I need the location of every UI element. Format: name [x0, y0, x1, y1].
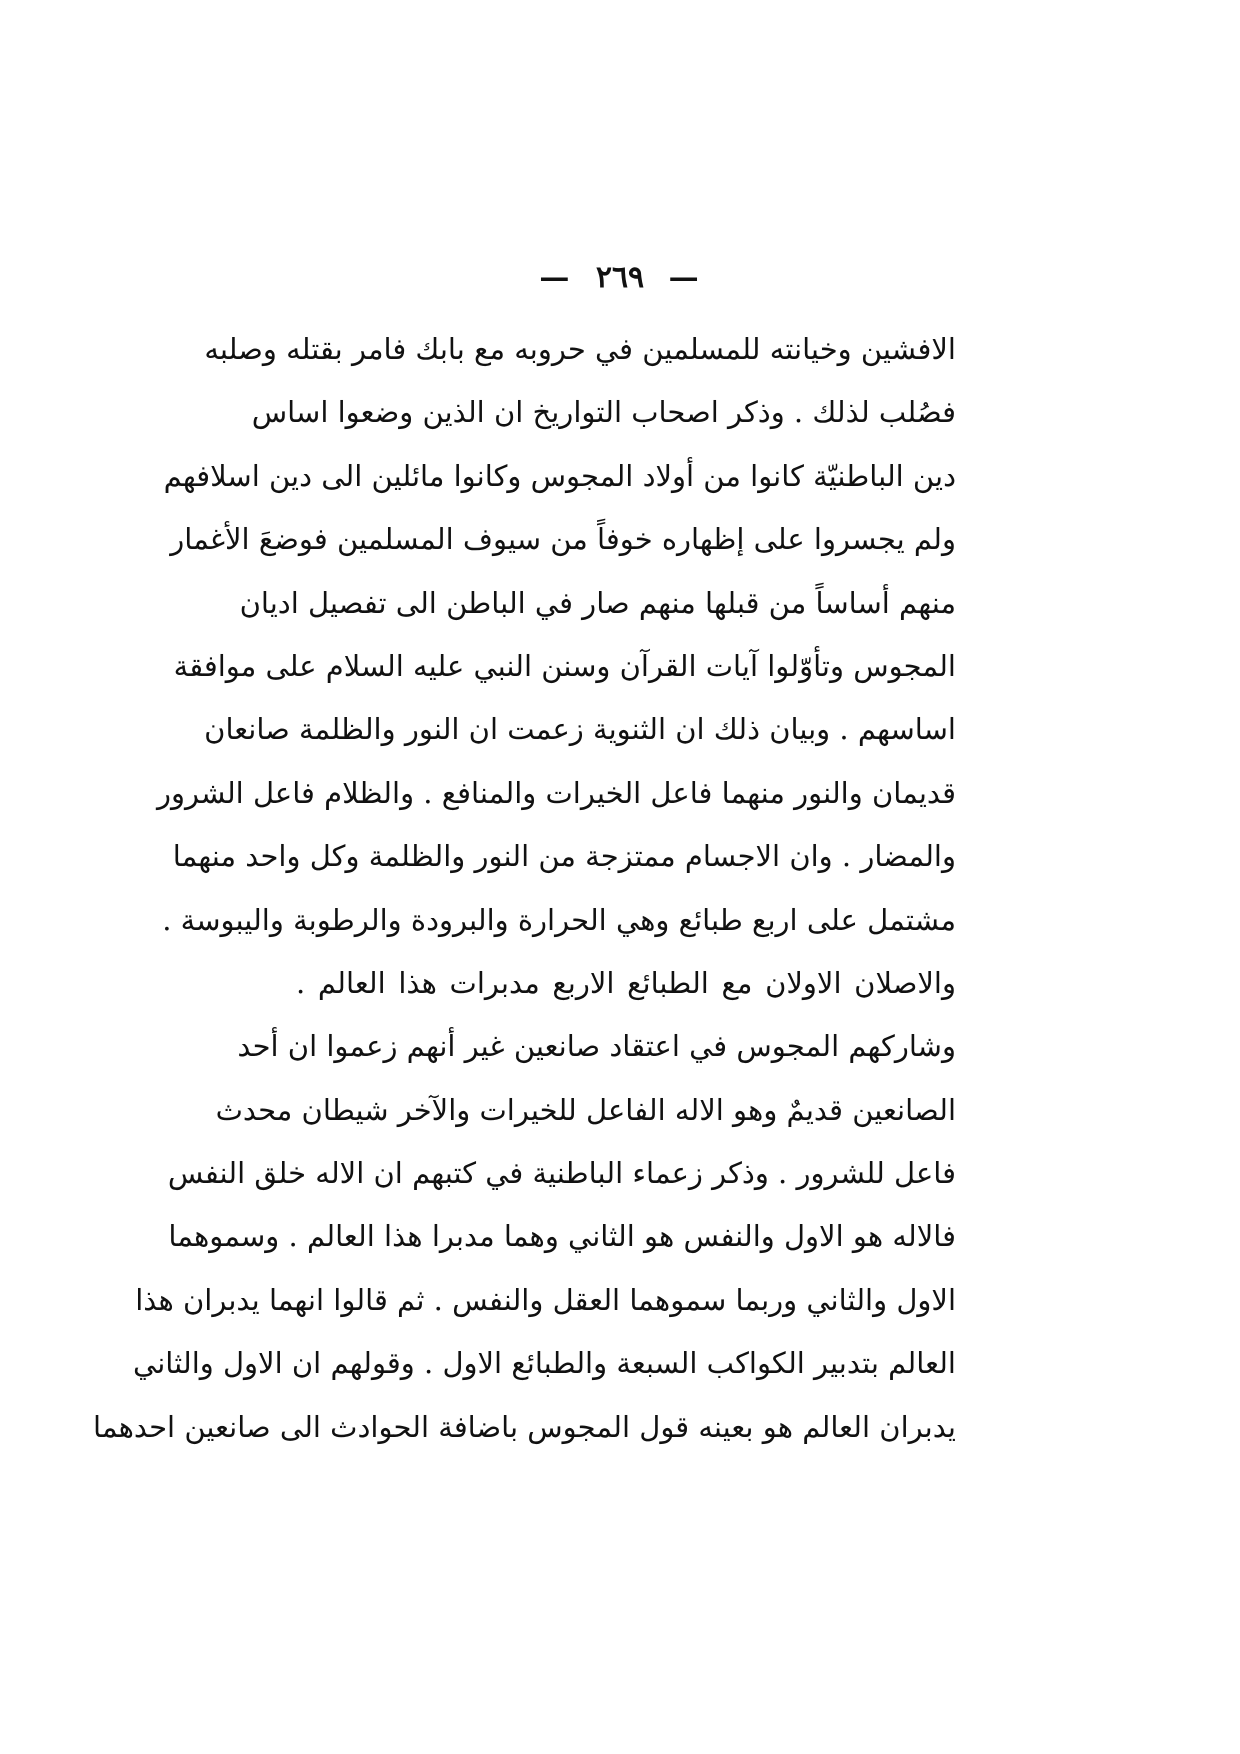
text-line: فاعل للشرور . وذكر زعماء الباطنية في كتبهم ان الاله خلق النفس [167, 1156, 956, 1191]
text-line: والمضار . وان الاجسام ممتزجة من النور والظلمة وكل واحد منهما [172, 839, 956, 874]
text-line: العالم بتدبير الكواكب السبعة والطبائع الاول . وقولهم ان الاول والثاني [133, 1346, 956, 1381]
text-line: يدبران العالم هو بعينه قول المجوس باضافة الحوادث الى صانعين احدهما [93, 1409, 956, 1444]
text-line: اساسهم . وبيان ذلك ان الثنوية زعمت ان النور والظلمة صانعان [204, 712, 956, 747]
text-line: الصانعين قديمٌ وهو الاله الفاعل للخيرات والآخر شيطان محدث [215, 1092, 956, 1127]
text-line: الافشين وخيانته للمسلمين في حروبه مع بابك فامر بقتله وصلبه [204, 332, 956, 366]
page-number: ٢٦٩ [595, 260, 645, 295]
text-line: المجوس وتأوّلوا آيات القرآن وسنن النبي عليه السلام على موافقة [173, 648, 956, 683]
text-line: الاول والثاني وربما سموهما العقل والنفس . ثم قالوا انهما يدبران هذا [135, 1282, 956, 1317]
text-line: فصُلب لذلك . وذكر اصحاب التواريخ ان الذين وضعوا اساس [251, 395, 956, 430]
text-line: وشاركهم المجوس في اعتقاد صانعين غير أنهم زعموا ان أحد [237, 1029, 956, 1064]
text-line: مشتمل على اربع طبائع وهي الحرارة والبرودة والرطوبة واليبوسة . [162, 902, 956, 937]
page-number-dash-left: — [539, 260, 572, 295]
text-line: منهم أساساً من قبلها منهم صار في الباطن الى تفصيل اديان [239, 585, 956, 620]
page-number-header [0, 258, 1240, 298]
text-line: ولم يجسروا على إظهاره خوفاً من سيوف المسلمين فوضعَ الأغمار [170, 522, 956, 557]
page-number-dash-right: — [668, 260, 701, 295]
text-line: فالاله هو الاول والنفس هو الثاني وهما مدبرا هذا العالم . وسموهما [168, 1219, 956, 1254]
text-line: قديمان والنور منهما فاعل الخيرات والمنافع . والظلام فاعل الشرور [156, 775, 956, 810]
text-line: والاصلان الاولان مع الطبائع الاربع مدبرات هذا العالم . [296, 965, 956, 1000]
text-line: دين الباطنيّة كانوا من أولاد المجوس وكانوا مائلين الى دين اسلافهم [163, 458, 956, 493]
body-text [93, 318, 956, 1459]
